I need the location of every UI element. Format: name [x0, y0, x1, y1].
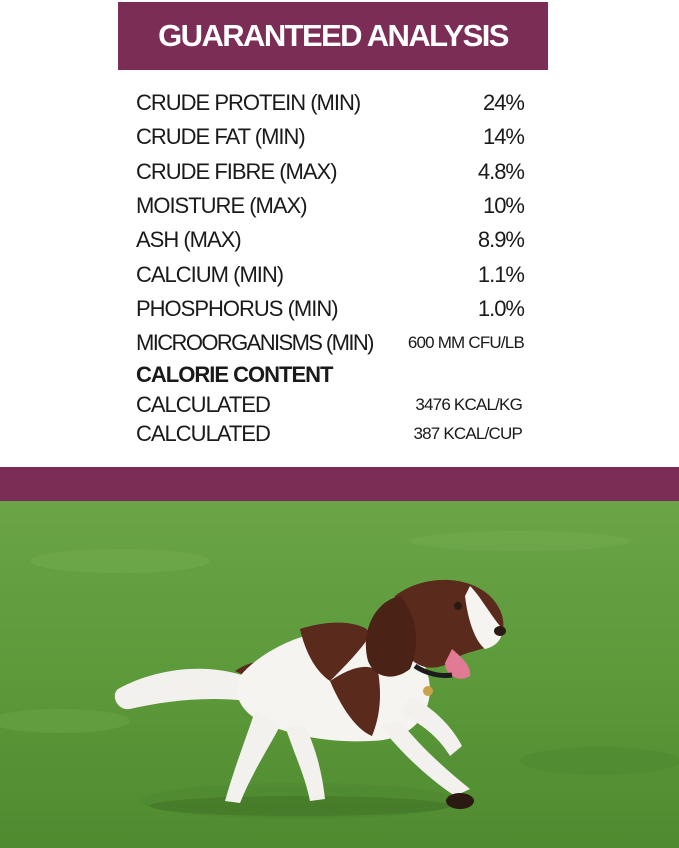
analysis-row	[136, 155, 524, 189]
analysis-row	[136, 86, 524, 120]
calorie-heading: CALORIE CONTENT	[136, 362, 333, 387]
analysis-row	[136, 223, 524, 257]
divider-band	[0, 467, 679, 501]
analysis-value: 14%	[482, 124, 524, 150]
dog-photo	[0, 501, 679, 848]
analysis-row	[136, 189, 524, 223]
calorie-table	[136, 390, 522, 448]
analysis-label: ASH (MAX)	[136, 227, 241, 253]
analysis-value: 1.1%	[477, 261, 524, 287]
analysis-value: 10%	[482, 193, 524, 219]
analysis-row	[136, 257, 524, 291]
analysis-label: CRUDE FIBRE (MAX)	[136, 158, 337, 184]
analysis-label: CALCIUM (MIN)	[136, 261, 284, 287]
calorie-label: CALCULATED	[136, 391, 270, 417]
analysis-value: 24%	[482, 90, 524, 116]
analysis-value: 600 MM CFU/LB	[407, 333, 524, 353]
analysis-value: 4.8%	[477, 158, 524, 184]
header-banner	[118, 2, 548, 70]
analysis-value: 1.0%	[477, 295, 524, 321]
analysis-row	[136, 326, 524, 360]
page-title: GUARANTEED ANALYSIS	[158, 18, 508, 53]
calorie-row	[136, 419, 522, 448]
analysis-label: MOISTURE (MAX)	[136, 193, 307, 219]
analysis-label: PHOSPHORUS (MIN)	[136, 295, 338, 321]
analysis-label: MICROORGANISMS (MIN)	[136, 330, 373, 356]
analysis-row	[136, 292, 524, 326]
analysis-value: 8.9%	[477, 227, 524, 253]
calorie-label: CALCULATED	[136, 420, 270, 446]
analysis-label: CRUDE FAT (MIN)	[136, 124, 305, 150]
analysis-label: CRUDE PROTEIN (MIN)	[136, 90, 361, 116]
analysis-table	[136, 86, 524, 360]
calorie-value: 3476 KCAL/KG	[415, 394, 522, 414]
analysis-row	[136, 120, 524, 154]
calorie-row	[136, 390, 522, 419]
calorie-value: 387 KCAL/CUP	[413, 423, 522, 443]
